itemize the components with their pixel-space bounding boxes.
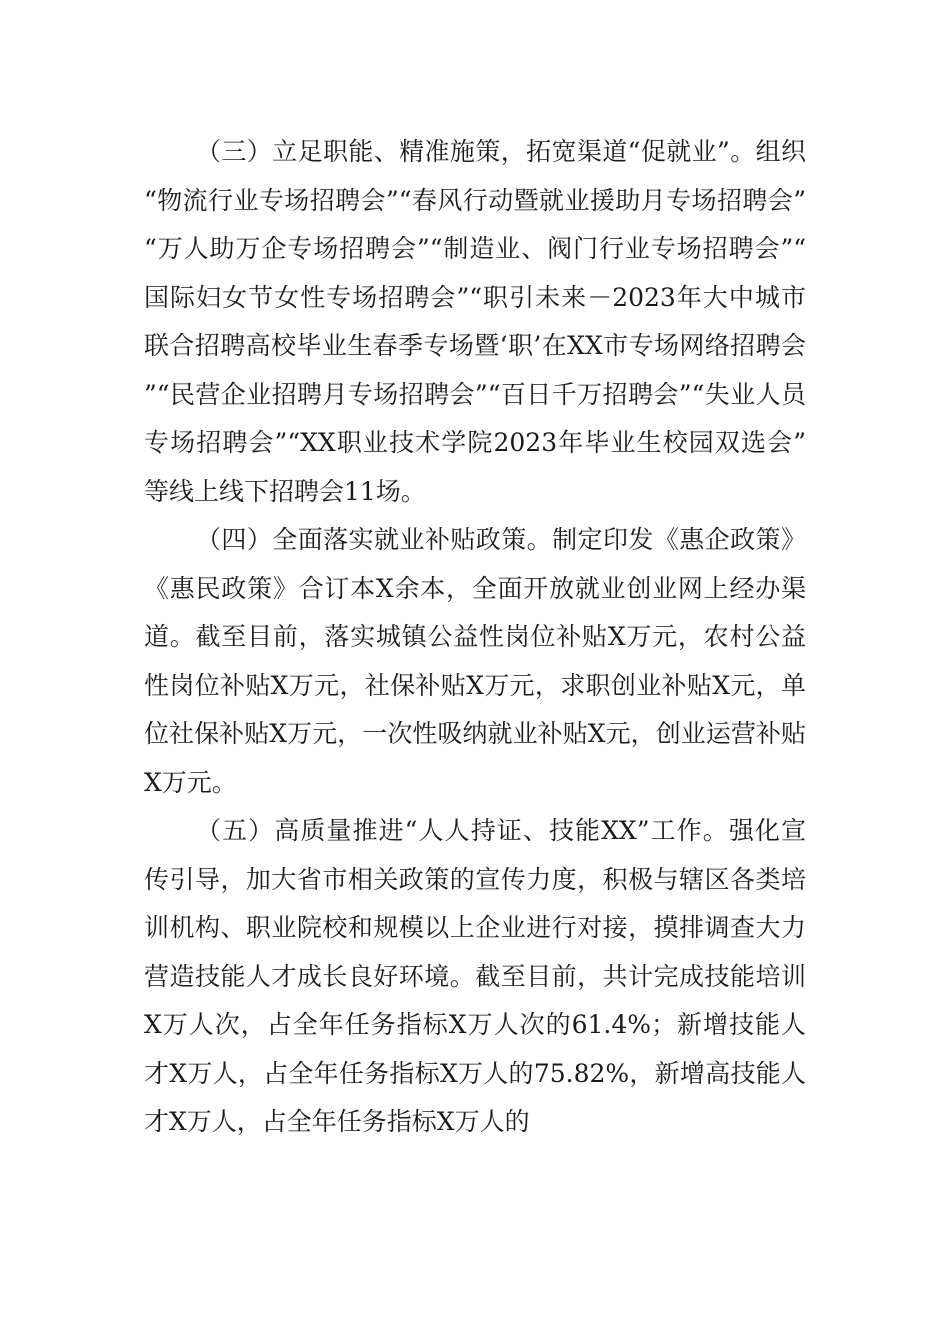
document-body xyxy=(144,128,806,1147)
paragraph-employment-fairs: （三）立足职能、精准施策，拓宽渠道“促就业”。组织“物流行业专场招聘会”“春风行动暨就业援助月专场招聘会”“万人助万企专场招聘会”“制造业、阀门行业专场招聘会”“国际妇女节女性专场招聘会”“职引未来－2023年大中城市联合招聘高校毕业生春季专场暨‘职’在XX市专场网络招聘会”“民营企业招聘月专场招聘会”“百日千万招聘会”“失业人员专场招聘会”“XX职业技术学院2023年毕业生校园双选会”等线上线下招聘会11场。 xyxy=(144,137,806,506)
paragraph-employment-subsidies: （四）全面落实就业补贴政策。制定印发《惠企政策》《惠民政策》合订本X余本，全面开放就业创业网上经办渠道。截至目前，落实城镇公益性岗位补贴X万元，农村公益性岗位补贴X万元，社保补贴X万元，求职创业补贴X元，单位社保补贴X万元，一次性吸纳就业补贴X元，创业运营补贴X万元。 xyxy=(144,525,806,797)
paragraph-skills-certification: （五）高质量推进“人人持证、技能XX”工作。强化宣传引导，加大省市相关政策的宣传力度，积极与辖区各类培训机构、职业院校和规模以上企业进行对接，摸排调查大力营造技能人才成长良好环境。截至目前，共计完成技能培训X万人次，占全年任务指标X万人次的61.4%；新增技能人才X万人，占全年任务指标X万人的75.82%，新增高技能人才X万人，占全年任务指标X万人的 xyxy=(144,816,806,1136)
